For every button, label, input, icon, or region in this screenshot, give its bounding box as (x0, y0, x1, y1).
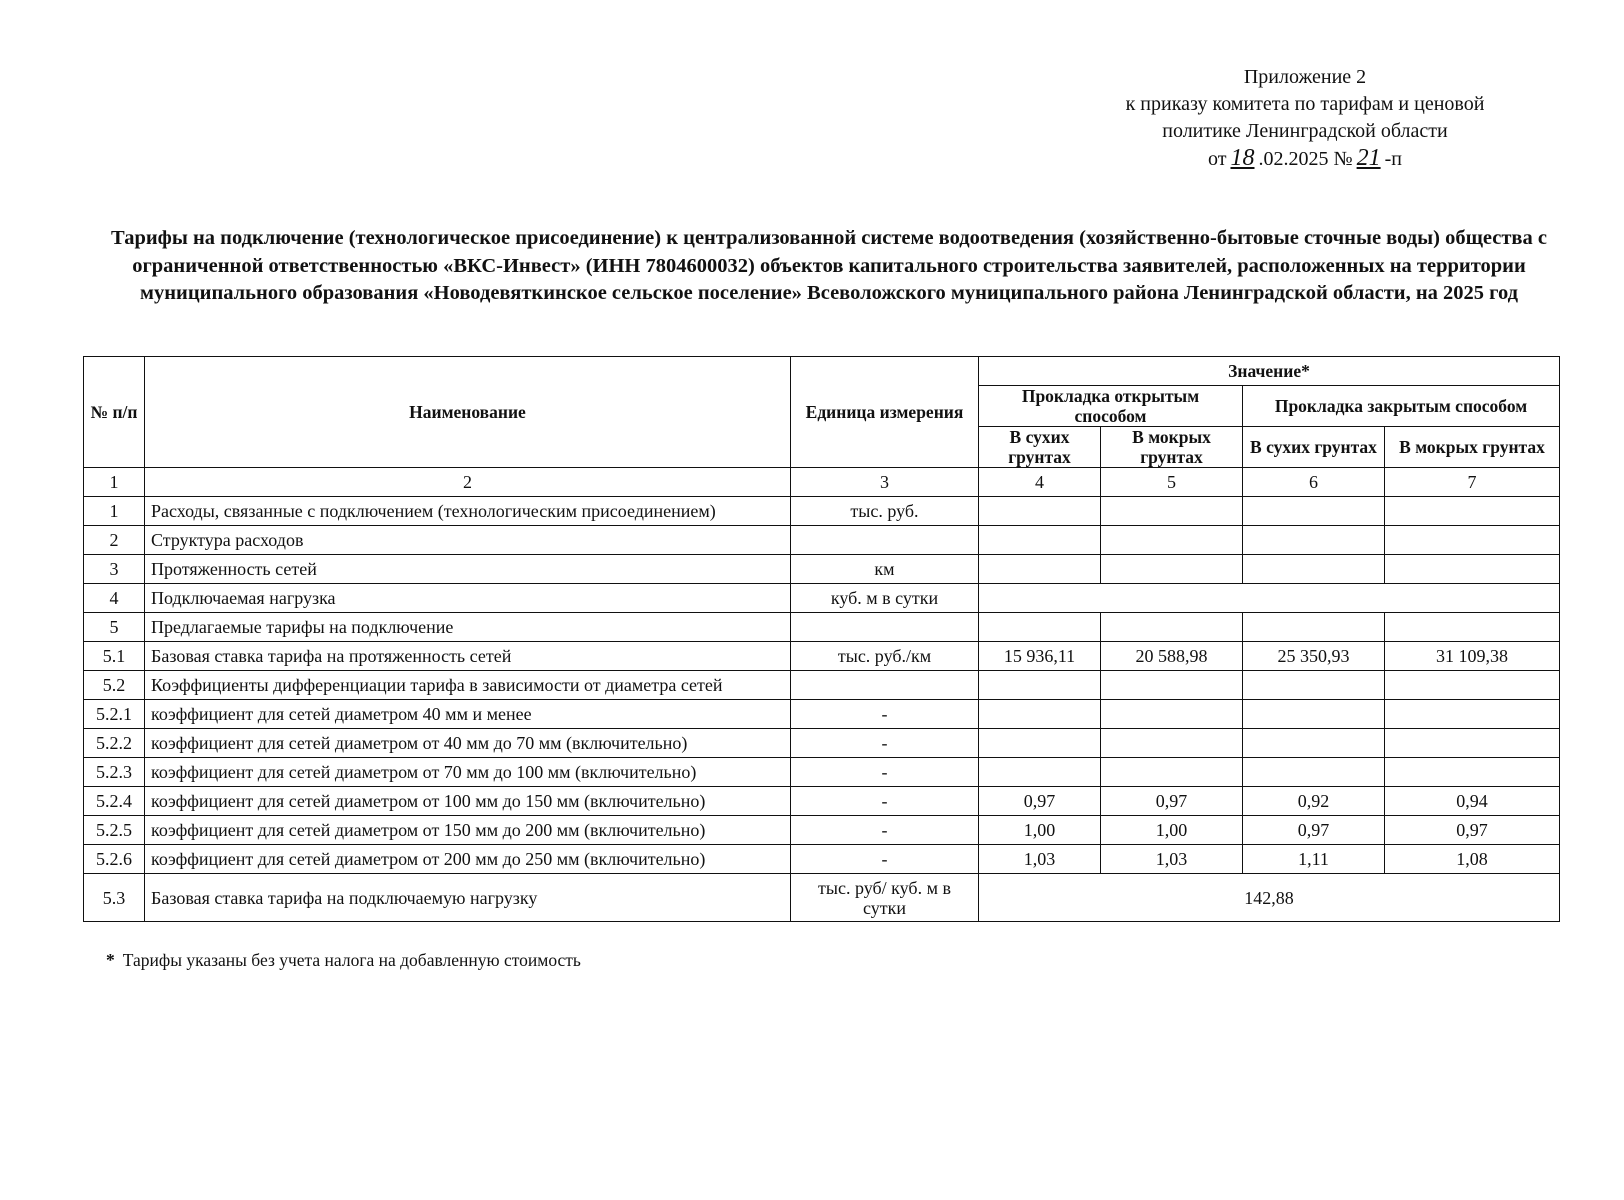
table-row (84, 584, 1560, 613)
col-number: 7 (1385, 468, 1560, 497)
column-number-row (84, 468, 1560, 497)
value-closed-wet (1385, 758, 1560, 787)
value-closed-wet (1385, 526, 1560, 555)
value-open-wet (1101, 555, 1243, 584)
row-number: 5 (84, 613, 145, 642)
row-number: 5.2.3 (84, 758, 145, 787)
col-number: 4 (979, 468, 1101, 497)
order-suffix: -п (1384, 148, 1402, 170)
value-closed-wet (1385, 729, 1560, 758)
value-open-dry (979, 555, 1101, 584)
col-number: 1 (84, 468, 145, 497)
value-open-wet (1101, 700, 1243, 729)
date-day-handwritten: 18 (1230, 145, 1255, 171)
tariff-table (83, 356, 1560, 922)
row-name: коэффициент для сетей диаметром 40 мм и менее (145, 700, 791, 729)
value-closed-wet: 31 109,38 (1385, 642, 1560, 671)
value-closed-wet: 0,94 (1385, 787, 1560, 816)
value-open-wet (1101, 526, 1243, 555)
value-closed-dry: 0,92 (1243, 787, 1385, 816)
value-closed-dry: 0,97 (1243, 816, 1385, 845)
value-open-dry: 1,00 (979, 816, 1101, 845)
row-unit: - (791, 729, 979, 758)
table-row (84, 729, 1560, 758)
table-row (84, 613, 1560, 642)
row-name: Коэффициенты дифференциации тарифа в зависимости от диаметра сетей (145, 671, 791, 700)
row-number: 1 (84, 497, 145, 526)
document-title: Тарифы на подключение (технологическое присоединение) к централизованной системе водоотведения (хозяйственно-бытовые сточные воды) общества с ограниченной ответственностью «ВКС-Инвест» (ИНН 7804600032) объектов капитального строительства заявителей, расположенных на территории муниципального образования «Новодевяткинское сельское поселение» Всеволожского муниципального района Ленинградской области, на 2025 год (111, 227, 1547, 304)
value-open-dry (979, 613, 1101, 642)
value-open-wet (1101, 613, 1243, 642)
table-row (84, 497, 1560, 526)
row-name: Структура расходов (145, 526, 791, 555)
value-open-wet (1101, 729, 1243, 758)
value-open-dry: 15 936,11 (979, 642, 1101, 671)
appendix-date-line (1085, 145, 1525, 173)
row-name: коэффициент для сетей диаметром от 150 мм до 200 мм (включительно) (145, 816, 791, 845)
value-closed-wet: 0,97 (1385, 816, 1560, 845)
row-unit: - (791, 845, 979, 874)
header-closed-method: Прокладка закрытым способом (1243, 386, 1560, 427)
value-open-dry (979, 526, 1101, 555)
col-number: 5 (1101, 468, 1243, 497)
row-unit: - (791, 816, 979, 845)
table-row (84, 874, 1560, 922)
date-prefix: от (1208, 148, 1227, 170)
value-closed-dry (1243, 758, 1385, 787)
row-name: коэффициент для сетей диаметром от 70 мм до 100 мм (включительно) (145, 758, 791, 787)
header-num: № п/п (84, 357, 145, 468)
header-name: Наименование (145, 357, 791, 468)
table-row (84, 845, 1560, 874)
row-unit: тыс. руб. (791, 497, 979, 526)
value-open-wet: 1,00 (1101, 816, 1243, 845)
value-open-dry (979, 497, 1101, 526)
row-unit: куб. м в сутки (791, 584, 979, 613)
value-closed-dry (1243, 555, 1385, 584)
row-unit (791, 526, 979, 555)
table-row (84, 555, 1560, 584)
header-open-wet: В мокрых грунтах (1101, 427, 1243, 468)
value-open-dry (979, 671, 1101, 700)
value-closed-dry (1243, 526, 1385, 555)
footnote-star: * (106, 950, 115, 970)
row-name: Базовая ставка тарифа на протяженность сетей (145, 642, 791, 671)
value-open-wet: 20 588,98 (1101, 642, 1243, 671)
col-number: 6 (1243, 468, 1385, 497)
value-closed-dry (1243, 700, 1385, 729)
row-number: 5.2 (84, 671, 145, 700)
order-number-handwritten: 21 (1356, 145, 1381, 171)
appendix-block (1085, 64, 1525, 173)
appendix-committee: политике Ленинградской области (1162, 120, 1448, 142)
table-body (84, 468, 1560, 922)
table-row (84, 787, 1560, 816)
row-number: 3 (84, 555, 145, 584)
table-header (84, 357, 1560, 468)
row-number: 5.1 (84, 642, 145, 671)
value-closed-dry (1243, 613, 1385, 642)
date-rest: .02.2025 № (1258, 148, 1353, 170)
row-number: 2 (84, 526, 145, 555)
row-number: 5.2.6 (84, 845, 145, 874)
appendix-order-ref: к приказу комитета по тарифам и ценовой (1125, 93, 1485, 115)
value-closed-wet (1385, 613, 1560, 642)
value-open-dry (979, 758, 1101, 787)
row-unit: - (791, 787, 979, 816)
header-unit: Единица измерения (791, 357, 979, 468)
value-closed-dry: 1,11 (1243, 845, 1385, 874)
value-open-dry: 0,97 (979, 787, 1101, 816)
value-closed-wet: 1,08 (1385, 845, 1560, 874)
value-closed-dry (1243, 671, 1385, 700)
row-unit: - (791, 700, 979, 729)
value-open-wet (1101, 497, 1243, 526)
row-number: 5.2.1 (84, 700, 145, 729)
row-number: 5.2.4 (84, 787, 145, 816)
row-unit: - (791, 758, 979, 787)
row-unit: тыс. руб/ куб. м в сутки (791, 874, 979, 922)
header-closed-wet: В мокрых грунтах (1385, 427, 1560, 468)
value-open-wet (1101, 671, 1243, 700)
row-unit: тыс. руб./км (791, 642, 979, 671)
row-number: 5.3 (84, 874, 145, 922)
value-open-dry: 1,03 (979, 845, 1101, 874)
row-number: 5.2.5 (84, 816, 145, 845)
row-number: 4 (84, 584, 145, 613)
value-open-dry (979, 700, 1101, 729)
row-name: Базовая ставка тарифа на подключаемую нагрузку (145, 874, 791, 922)
value-open-dry (979, 729, 1101, 758)
col-number: 2 (145, 468, 791, 497)
header-closed-dry: В сухих грунтах (1243, 427, 1385, 468)
value-open-wet (1101, 758, 1243, 787)
header-open-method: Прокладка открытым способом (979, 386, 1243, 427)
row-name: Протяженность сетей (145, 555, 791, 584)
row-merged-value: 142,88 (979, 874, 1560, 922)
row-name: коэффициент для сетей диаметром от 200 мм до 250 мм (включительно) (145, 845, 791, 874)
row-name: коэффициент для сетей диаметром от 100 мм до 150 мм (включительно) (145, 787, 791, 816)
value-closed-dry: 25 350,93 (1243, 642, 1385, 671)
value-open-wet: 0,97 (1101, 787, 1243, 816)
row-name: коэффициент для сетей диаметром от 40 мм до 70 мм (включительно) (145, 729, 791, 758)
header-value: Значение* (979, 357, 1560, 386)
table-row (84, 816, 1560, 845)
row-merged-value (979, 584, 1560, 613)
row-name: Расходы, связанные с подключением (технологическим присоединением) (145, 497, 791, 526)
row-name: Предлагаемые тарифы на подключение (145, 613, 791, 642)
header-open-dry: В сухих грунтах (979, 427, 1101, 468)
value-closed-wet (1385, 497, 1560, 526)
table-row (84, 758, 1560, 787)
value-closed-dry (1243, 729, 1385, 758)
value-closed-wet (1385, 671, 1560, 700)
table-row (84, 642, 1560, 671)
value-open-wet: 1,03 (1101, 845, 1243, 874)
value-closed-wet (1385, 555, 1560, 584)
footnote-text: Тарифы указаны без учета налога на добавленную стоимость (122, 950, 581, 970)
table-row (84, 526, 1560, 555)
value-closed-dry (1243, 497, 1385, 526)
row-number: 5.2.2 (84, 729, 145, 758)
appendix-title: Приложение 2 (1243, 66, 1367, 88)
col-number: 3 (791, 468, 979, 497)
row-unit (791, 613, 979, 642)
row-name: Подключаемая нагрузка (145, 584, 791, 613)
row-unit: км (791, 555, 979, 584)
table-row (84, 671, 1560, 700)
row-unit (791, 671, 979, 700)
value-closed-wet (1385, 700, 1560, 729)
table-row (84, 700, 1560, 729)
footnote (106, 950, 581, 971)
